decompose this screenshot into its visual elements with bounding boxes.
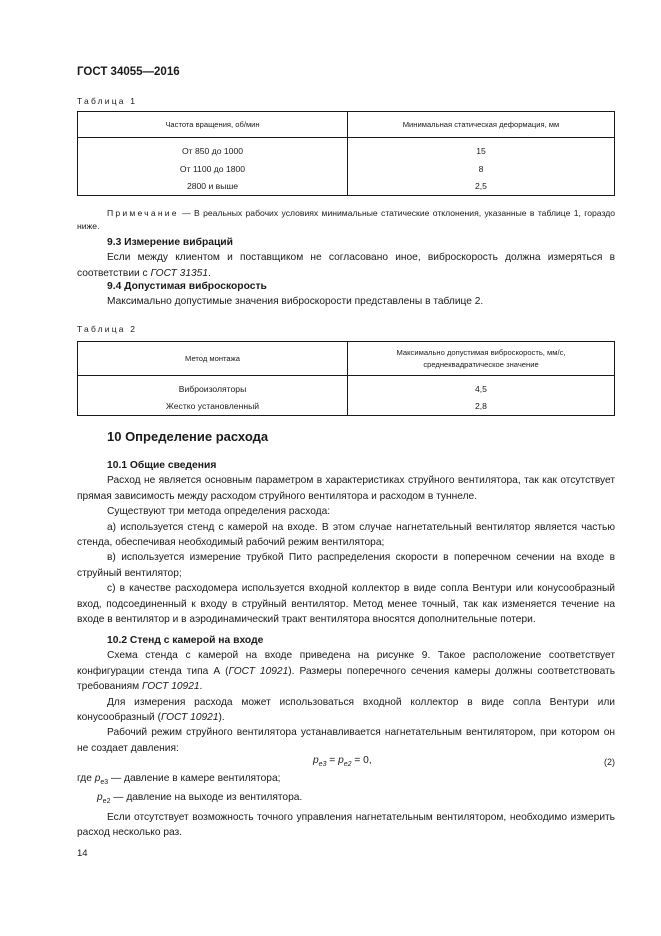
list-item: а) используется стенд с камерой на входе. В этом случае нагнетательный вентилятор является частью стенда, обеспечивая необходимый рабочий режим вентилятора; [77, 521, 615, 549]
table-cell: От 1100 до 1800 [78, 160, 348, 178]
page-number: 14 [77, 848, 88, 859]
table-cell: 2,5 [348, 178, 615, 196]
formula-number: (2) [604, 757, 615, 767]
table2-header-col1: Метод монтажа [78, 342, 348, 376]
paragraph: Если между клиентом и поставщиком не согласовано иное, виброскорость должна измеряться в соответствии с ГОСТ 31351. [77, 252, 615, 279]
table-row [78, 178, 615, 196]
section-9-3 [77, 235, 615, 281]
note-block [77, 207, 615, 232]
paragraph: Схема стенда с камерой на входе приведена на рисунке 9. Такое расположение соответствует конфигурации стенда типа А (ГОСТ 10921). Размеры поперечного сечения камеры должны соответствовать требованиям ГОСТ 10921. [77, 650, 616, 693]
table-row [78, 380, 615, 398]
formula-expression: $p_{e3} = p_{e2} = 0$, [313, 755, 372, 768]
list-item: в) используется измерение трубкой Пито распределения скорости в поперечном сечении на входе в струйный вентилятор; [77, 552, 615, 579]
section-heading: 9.4 Допустимая виброскорость [107, 281, 267, 292]
table1 [77, 111, 615, 196]
legend-line: $p_{e2}$ — давление на выходе из вентилятора. [97, 792, 303, 806]
paragraph: Рабочий режим струйного вентилятора устанавливается нагнетательным вентилятором, при котором он не создает давления: [77, 727, 615, 754]
table2-caption: Таблица 2 [77, 324, 138, 334]
table2 [77, 341, 615, 416]
table2-header-row [78, 342, 615, 376]
section-10-2 [77, 633, 615, 756]
table-row [78, 142, 615, 160]
section-10 [77, 429, 615, 444]
table-cell: От 850 до 1000 [78, 142, 348, 160]
section-heading: 10.2 Стенд с камерой на входе [107, 635, 264, 646]
standard-reference: ГОСТ 31351 [150, 267, 208, 279]
table-cell: 15 [348, 142, 615, 160]
table-cell: 4,5 [348, 380, 615, 398]
section-9-4 [77, 279, 615, 310]
paragraph: Существуют три метода определения расхода: [107, 506, 331, 518]
table1-caption: Таблица 1 [77, 96, 138, 106]
table-cell: 2800 и выше [78, 178, 348, 196]
table-row [78, 160, 615, 178]
formula-legend [77, 771, 615, 841]
paragraph: Расход не является основным параметром в характеристиках струйного вентилятора, так как отсутствует прямая зависимость между расходом струйного вентилятора и расходом в туннеле. [77, 475, 615, 502]
table1-header-row [78, 112, 615, 138]
table-cell: Жестко установленный [78, 398, 348, 416]
table2-header-col2: Максимально допустимая виброскорость, мм/с, среднеквадратическое значение [348, 342, 615, 376]
table-cell: Виброизоляторы [78, 380, 348, 398]
paragraph: Максимально допустимые значения виброскорости представлены в таблице 2. [107, 296, 484, 308]
list-item: с) в качестве расходомера используется входной коллектор в виде сопла Вентури или конусообразный вход, подсоединенный к входу в струйный вентилятор. Метод менее точный, так как изменяется течение на входе в вентилятор и в аэродинамический тракт вентилятора вносятся дополнительные потери. [77, 583, 615, 626]
paragraph: Для измерения расхода может использоваться входной коллектор в виде сопла Вентури или конусообразный (ГОСТ 10921). [77, 696, 615, 724]
standard-reference: ГОСТ 10921 [228, 665, 289, 677]
chapter-heading: 10 Определение расхода [107, 429, 269, 444]
note-text: — В реальных рабочих условиях минимальные статические отклонения, указанные в таблице 1, гораздо ниже. [77, 208, 615, 231]
table-cell: 8 [348, 160, 615, 178]
table-cell: 2,8 [348, 398, 615, 416]
section-10-1 [77, 458, 615, 627]
section-heading: 10.1 Общие сведения [107, 460, 217, 471]
section-heading: 9.3 Измерение вибраций [107, 237, 233, 248]
paragraph: Если отсутствует возможность точного управления нагнетательным вентилятором, необходимо измерить расход несколько раз. [77, 811, 615, 839]
table1-header-col1: Частота вращения, об/мин [78, 112, 348, 138]
legend-line: где $p_{e3}$ — давление в камере вентилятора; [77, 773, 281, 786]
document-header: ГОСТ 34055—2016 [77, 66, 180, 78]
table-row [78, 398, 615, 416]
standard-reference: ГОСТ 10921 [160, 712, 219, 724]
note-prefix: Примечание [107, 208, 179, 218]
standard-reference: ГОСТ 10921 [142, 681, 200, 693]
table1-header-col2: Минимальная статическая деформация, мм [348, 112, 615, 138]
